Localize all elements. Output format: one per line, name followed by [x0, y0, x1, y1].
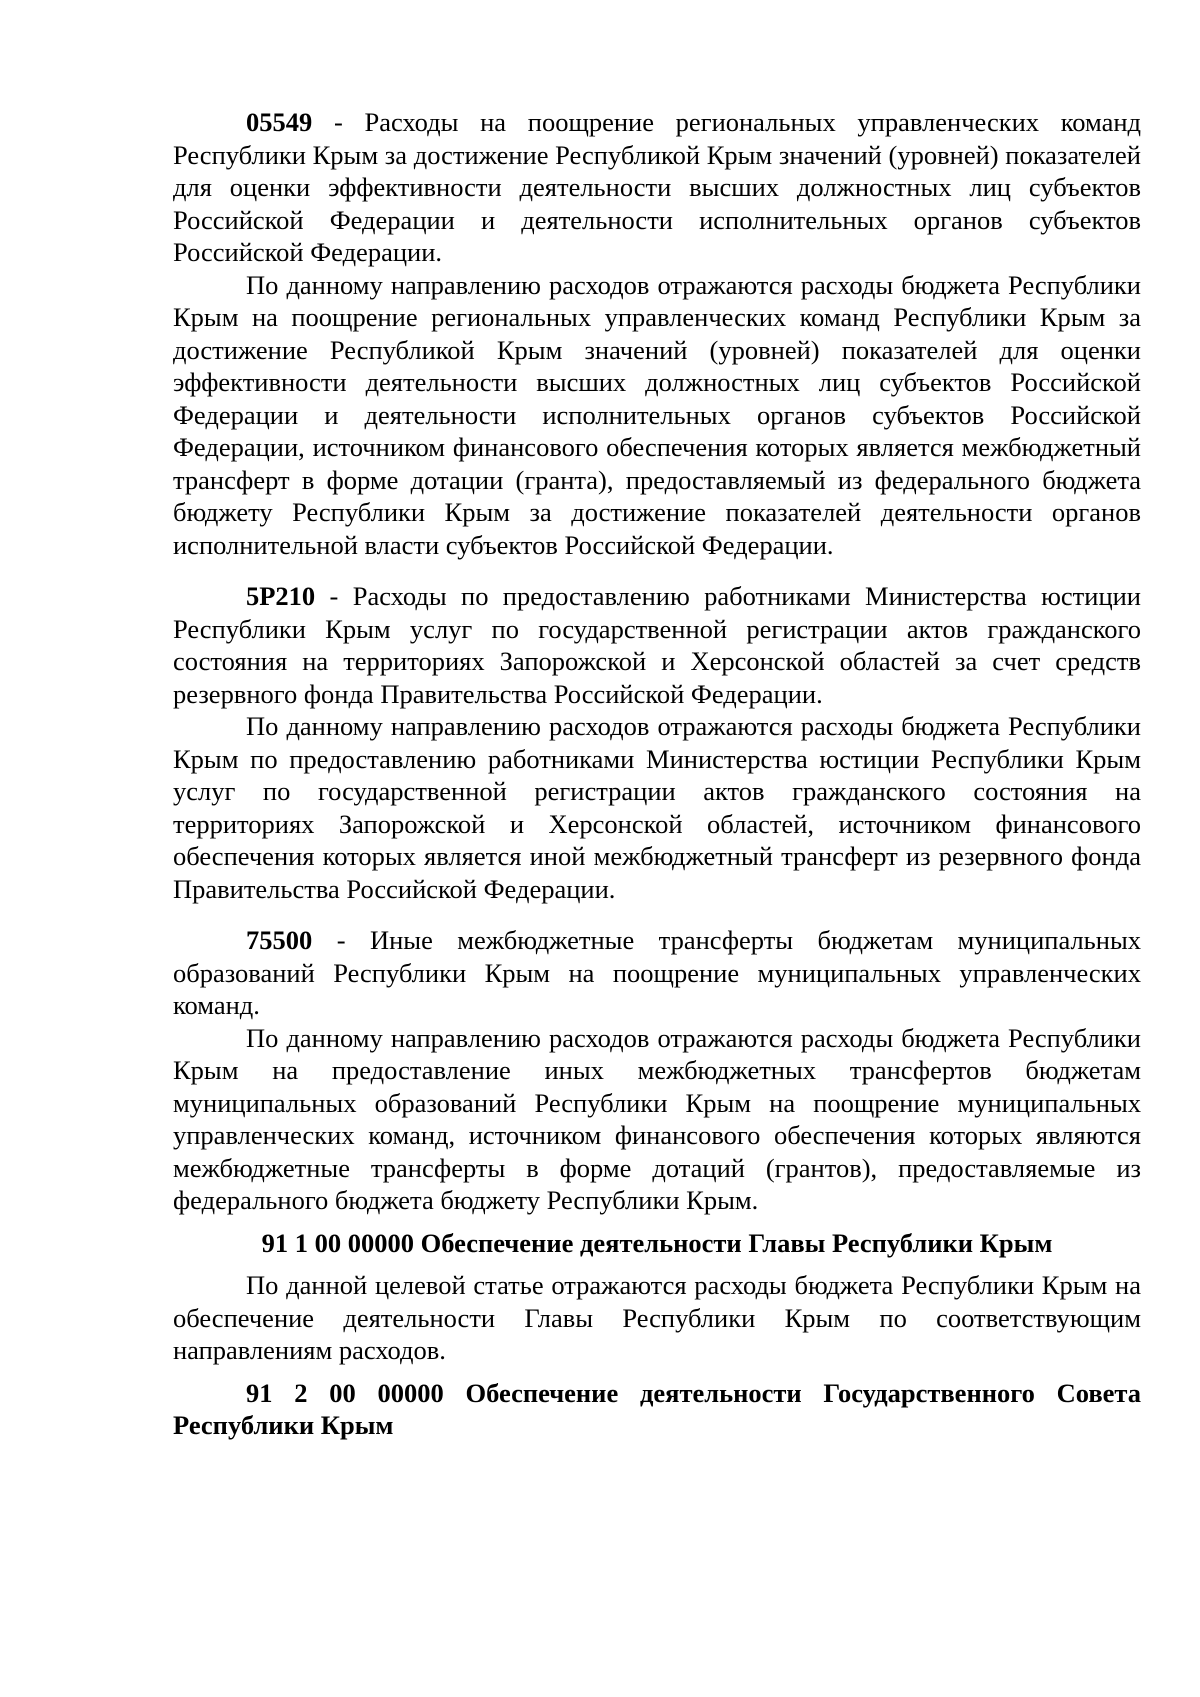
entry-title-paragraph: 5Р210 - Расходы по предоставлению работниками Министерства юстиции Республики Крым услуг по государственной регистрации актов гражданского состояния на территориях Запорожской и Херсонской областей за счет средств резервного фонда Правительства Российской Федерации. — [173, 581, 1141, 709]
entry-code: 75500 — [246, 925, 313, 955]
entry-code: 05549 — [246, 107, 313, 137]
entry-title: Расходы на поощрение региональных управленческих команд Республики Крым за достижение Республикой Крым значений (уровней) показателей для оценки эффективности деятельности высших должностных лиц субъектов Российской Федерации и деятельности исполнительных органов субъектов Российской Федерации. — [173, 107, 1142, 267]
entry-title-paragraph: 05549 - Расходы на поощрение региональных управленческих команд Республики Крым за достижение Республикой Крым значений (уровней) показателей для оценки эффективности деятельности высших должностных лиц субъектов Российской Федерации и деятельности исполнительных органов субъектов Российской Федерации. — [173, 107, 1142, 267]
entry-title: Иные межбюджетные трансферты бюджетам муниципальных образований Республики Крым на поощрение муниципальных управленческих команд. — [173, 925, 1141, 1020]
entry-description: По данному направлению расходов отражаются расходы бюджета Республики Крым на предоставление иных межбюджетных трансфертов бюджетам муниципальных образований Республики Крым на поощрение муниципальных управленческих команд, источником финансового обеспечения которых являются межбюджетные трансферты в форме дотаций (грантов), предоставляемые из федерального бюджета бюджету Республики Крым. — [173, 1022, 1141, 1215]
entry-title-paragraph: 75500 - Иные межбюджетные трансферты бюджетам муниципальных образований Республики Крым на поощрение муниципальных управленческих команд. — [173, 925, 1141, 1020]
entry-description: По данному направлению расходов отражаются расходы бюджета Республики Крым по предоставлению работниками Министерства юстиции Республики Крым услуг по государственной регистрации актов гражданского состояния на территориях Запорожской и Херсонской областей, источником финансового обеспечения которых является иной межбюджетный трансферт из резервного фонда Правительства Российской Федерации. — [173, 711, 1141, 904]
section-heading: 91 2 00 00000 Обеспечение деятельности Государственного Совета Республики Крым — [173, 1377, 1141, 1440]
section-description: По данной целевой статье отражаются расходы бюджета Республики Крым на обеспечение деятельности Главы Республики Крым по соответствующим направлениям расходов. — [173, 1270, 1141, 1365]
entry-title: Расходы по предоставлению работниками Министерства юстиции Республики Крым услуг по государственной регистрации актов гражданского состояния на территориях Запорожской и Херсонской областей за счет средств резервного фонда Правительства Российской Федерации. — [173, 581, 1141, 709]
document-page — [173, 106, 1141, 1442]
entry-description: По данному направлению расходов отражаются расходы бюджета Республики Крым на поощрение региональных управленческих команд Республики Крым за достижение Республикой Крым значений (уровней) показателей для оценки эффективности деятельности высших должностных лиц субъектов Российской Федерации и деятельности исполнительных органов субъектов Российской Федерации, источником финансового обеспечения которых является межбюджетный трансферт в форме дотации (гранта), предоставляемый из федерального бюджета бюджету Республики Крым за достижение показателей деятельности органов исполнительной власти субъектов Российской Федерации. — [173, 269, 1141, 560]
section-heading: 91 1 00 00000 Обеспечение деятельности Главы Республики Крым — [261, 1227, 1053, 1258]
entry-code: 5Р210 — [246, 581, 316, 611]
